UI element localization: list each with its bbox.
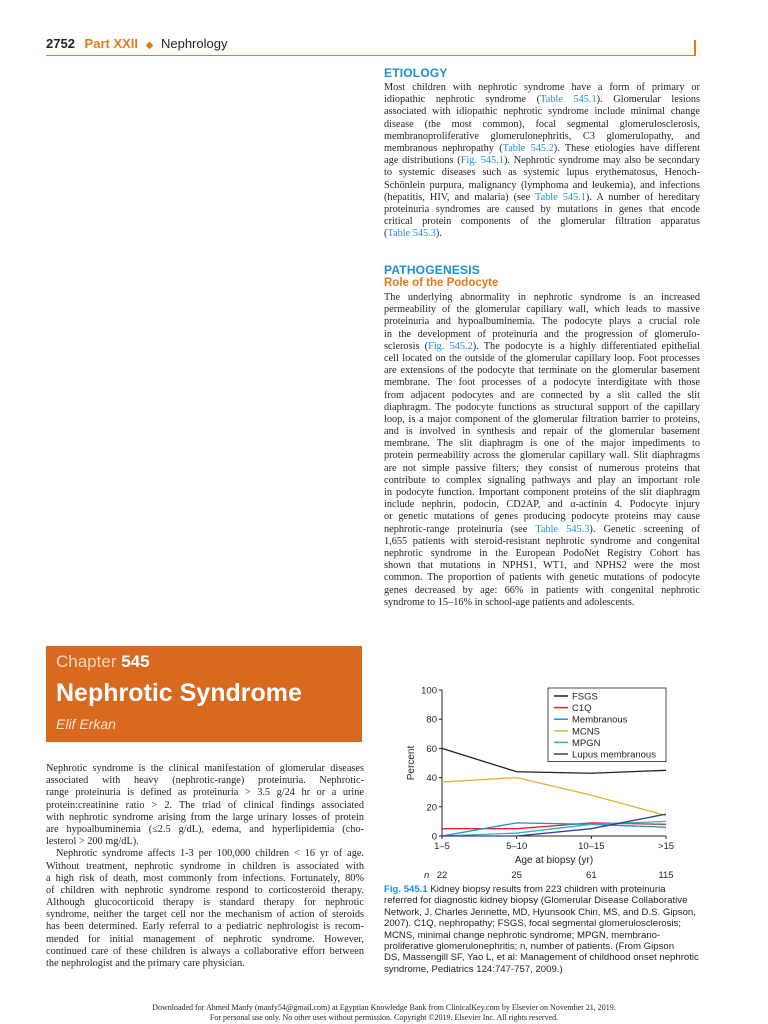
text-line: critical protein components of the glomerular filtration apparatus [384, 216, 700, 228]
legend-entry: FSGS [572, 691, 598, 703]
text-line: to systemic diseases such as systemic lupus erythematosus, Henoch- [384, 167, 700, 179]
text-line: of children with nephrotic syndrome respond to corticosteroid therapy. [46, 884, 364, 896]
text-line: associated with idiopathic nephrotic syndrome include minimal change [384, 106, 700, 118]
text-line: Nephrotic syndrome affects 1-3 per 100,000 children < 16 yr of age. [56, 848, 364, 860]
text-line: a high risk of death, most commonly from infections. Fortunately, 80% [46, 872, 364, 884]
chapter-author: Elif Erkan [56, 716, 116, 732]
text-line: the nephrologist and the primary care physician. [46, 958, 245, 969]
running-header [46, 36, 227, 51]
series-line-lupus-membranous [442, 814, 666, 836]
text-line: mended for initial management of nephrotic syndrome. However, [46, 933, 364, 945]
text-line: Although glucocorticoid therapy is standard therapy for nephrotic [46, 897, 364, 909]
chapter-title-box [46, 646, 362, 742]
text-line: include nephrin, podocin, CD2AP, and α-actinin 4. Podocyte injury [384, 499, 700, 511]
figure-caption [384, 884, 700, 975]
pathogenesis-heading: PATHOGENESIS [384, 263, 480, 277]
text-line: membranous nephropathy (Table 545.2). These etiologies have different [384, 142, 700, 154]
caption-line: Network, J. Charles Jennette, MD, Hyunsook Chin, MS, and D.S. Gipson, [384, 906, 696, 918]
text-line: (hepatitis, HIV, and malaria) (see Table 545.1). A number of hereditary [384, 191, 700, 203]
n-label: n [424, 870, 430, 880]
text-line: membrane. The foot processes of a podocyte interdigitate with those [384, 377, 700, 389]
series-line-mcns [442, 778, 666, 816]
text-line: protein permeability across the glomerular capillary wall. Slit diaphragms [384, 450, 700, 462]
y-tick-label: 60 [426, 743, 437, 755]
series-line-membranous [442, 823, 666, 836]
n-value: 22 [436, 870, 448, 880]
text-line: Schönlein purpura, malignancy (lymphoma and leukemia), and infections [384, 179, 700, 191]
x-tick-label: 10–15 [578, 841, 605, 852]
text-line: syndrome to 15–16% in school-age patients and adolescents. [384, 596, 635, 608]
text-line: permeability of the glomerular capillary wall, which leads to massive [384, 304, 700, 316]
x-tick-label: >15 [657, 841, 675, 852]
text-line: Without treatment, nephrotic syndrome in children is associated with [46, 860, 364, 872]
footer-line-1: Downloaded for Ahmed Manfy (manfy54@gmail.com) at Egyptian Knowledge Bank from ClinicalKey.com by Elsevier on November 21, 2019. [152, 1003, 616, 1012]
y-tick-label: 0 [431, 831, 437, 843]
header-tick [694, 40, 696, 55]
page-number: 2752 [46, 36, 75, 51]
caption-line: 2007). C1Q, nephropathy; FSGS, focal segmental glomerulosclerosis; [384, 918, 682, 930]
text-line: Nephrotic syndrome is the clinical manifestation of glomerular diseases [46, 763, 364, 774]
text-line: or genetic mutations of genes producing podocyte proteins may cause [384, 511, 700, 523]
caption-line: DS, Massengill SF, Yao L, et al: Management of childhood onset nephrotic [384, 952, 699, 964]
x-tick-label: 1–5 [434, 841, 450, 852]
text-line: are not simple passive filters; they consist of numerous proteins that [384, 462, 700, 474]
text-line: associated with heavy (nephrotic-range) proteinuria. Nephrotic- [46, 775, 364, 787]
text-line: idiopathic nephrotic syndrome (Table 545.1). Glomerular lesions [384, 94, 700, 106]
caption-line: MCNS, minimal change nephrotic syndrome; MPGN, membrano- [384, 929, 661, 941]
text-line: has been determined. Early referral to a pediatric nephrologist is recom- [46, 921, 364, 933]
text-line: The underlying abnormality in nephrotic syndrome is an increased [384, 292, 700, 303]
text-line: continued care of these children is always a collaborative effort between [46, 945, 364, 957]
legend-entry: Lupus membranous [572, 749, 656, 761]
header-rule [46, 55, 696, 56]
n-value: 25 [511, 870, 522, 880]
text-line: and is involved in synthesis and repair of the glomerular basement [384, 426, 700, 438]
text-line: Most children with nephrotic syndrome have a form of primary or [384, 82, 700, 93]
section-label: Nephrology [160, 36, 228, 51]
chapter-title: Nephrotic Syndrome [56, 679, 302, 707]
biopsy-chart [384, 680, 704, 880]
legend-entry: Membranous [572, 714, 628, 726]
y-tick-label: 20 [426, 802, 437, 814]
etiology-heading: ETIOLOGY [384, 66, 448, 80]
text-line: contribute to complex signaling pathways and play an important role [384, 474, 700, 486]
intro-text [46, 763, 364, 970]
chapter-number: 545 [121, 652, 150, 671]
text-line: with nephrotic syndrome arising from the large urinary losses of protein [46, 811, 364, 823]
y-tick-label: 100 [421, 685, 437, 697]
pathogenesis-subheading: Role of the Podocyte [384, 277, 499, 289]
text-line: membranoproliferative glomerulonephritis, C3 glomerulopathy, and [384, 130, 700, 142]
text-line: age distributions (Fig. 545.1). Nephrotic syndrome may also be secondary [384, 155, 700, 167]
y-tick-label: 80 [426, 714, 437, 726]
legend-entry: MPGN [572, 737, 601, 749]
x-tick-label: 5–10 [506, 841, 528, 852]
text-line: loop, is a major component of the glomerular filtration barrier to proteins, [384, 413, 700, 425]
footer-line-2: For personal use only. No other uses without permission. Copyright ©2019. Elsevier Inc. All rights reserved. [209, 1013, 559, 1022]
text-line: disease (the most common), focal segmental glomerulosclerosis, [384, 118, 700, 130]
text-line: in the development of proteinuria and the progression of glomerulo- [384, 328, 700, 340]
part-label: Part XXII [84, 36, 139, 51]
figure-label: Fig. 545.1 [384, 884, 431, 895]
text-line: syndrome, neither the target cell nor the mechanism of action of steroids [46, 909, 364, 921]
pathogenesis-text [384, 292, 700, 609]
text-line: proteinuria and hypoalbuminemia. The podocyte plays a crucial role [384, 316, 700, 328]
text-line: genes decreased by age: 66% in patients with congenital nephrotic [384, 584, 700, 596]
caption-line: proliferative glomerulonephritis; n, number of patients. (From Gipson [384, 941, 675, 953]
text-line: protein:creatinine ratio > 2. The triad of clinical findings associated [46, 799, 364, 811]
text-line: (Table 545.3). [384, 228, 442, 240]
text-line: from adjacent podocytes and are connected by a slit called the slit [384, 389, 700, 401]
text-line: membrane. The slit diaphragm is one of the major impediments to [384, 438, 700, 450]
text-line: lesterol > 200 mg/dL). [46, 836, 139, 848]
y-tick-label: 40 [426, 773, 437, 785]
diamond-icon: ◆ [145, 40, 154, 51]
chapter-label: Chapter 545 [56, 652, 150, 671]
text-line: range proteinuria is defined as proteinuria > 3.5 g/24 hr or a urine [46, 787, 364, 799]
text-line: shown that mutations in NPHS1, WT1, and NPHS2 were the most [384, 560, 700, 572]
n-value: 115 [658, 870, 674, 880]
caption-line: syndrome, Pediatrics 124:747-757, 2009.) [384, 963, 563, 975]
text-line: sclerosis (Fig. 545.2). The podocyte is a highly differentiated epithelial [384, 340, 700, 352]
text-line: in podocyte function. Important component proteins of the slit diaphragm [384, 487, 700, 498]
x-axis-label: Age at biopsy (yr) [514, 855, 594, 866]
caption-line: Fig. 545.1 Kidney biopsy results from 223 children with proteinuria [384, 884, 666, 895]
n-value: 61 [586, 870, 597, 880]
text-line: diaphragm. The podocyte functions as structural support of the capillary [384, 401, 700, 413]
etiology-text [384, 82, 700, 240]
text-line: nephrotic-range proteinuria (see Table 545.3). Genetic screening of [384, 523, 700, 535]
text-line: nephrotic syndrome in the European PodoNet Registry Cohort has [384, 547, 700, 559]
text-line: 1,655 patients with steroid-resistant nephrotic syndrome and congenital [384, 535, 700, 547]
legend-entry: MCNS [572, 726, 600, 738]
text-line: proteinuria syndromes are caused by mutations in genes that encode [384, 203, 700, 215]
text-line: common. The proportion of patients with genetic mutations of podocyte [384, 572, 700, 584]
text-line: cell located on the outside of the glomerular capillary loop. Foot processes [384, 352, 700, 364]
text-line: are extensions of the podocyte that terminate on the glomerular basement [384, 365, 700, 377]
y-axis-label: Percent [406, 745, 417, 781]
text-line: are hypoalbuminemia (≤2.5 g/dL), edema, and hyperlipidemia (cho- [46, 823, 364, 835]
legend-entry: C1Q [572, 703, 592, 715]
caption-line: referred for diagnostic kidney biopsy (Glomerular Disease Collaborative [384, 895, 688, 907]
